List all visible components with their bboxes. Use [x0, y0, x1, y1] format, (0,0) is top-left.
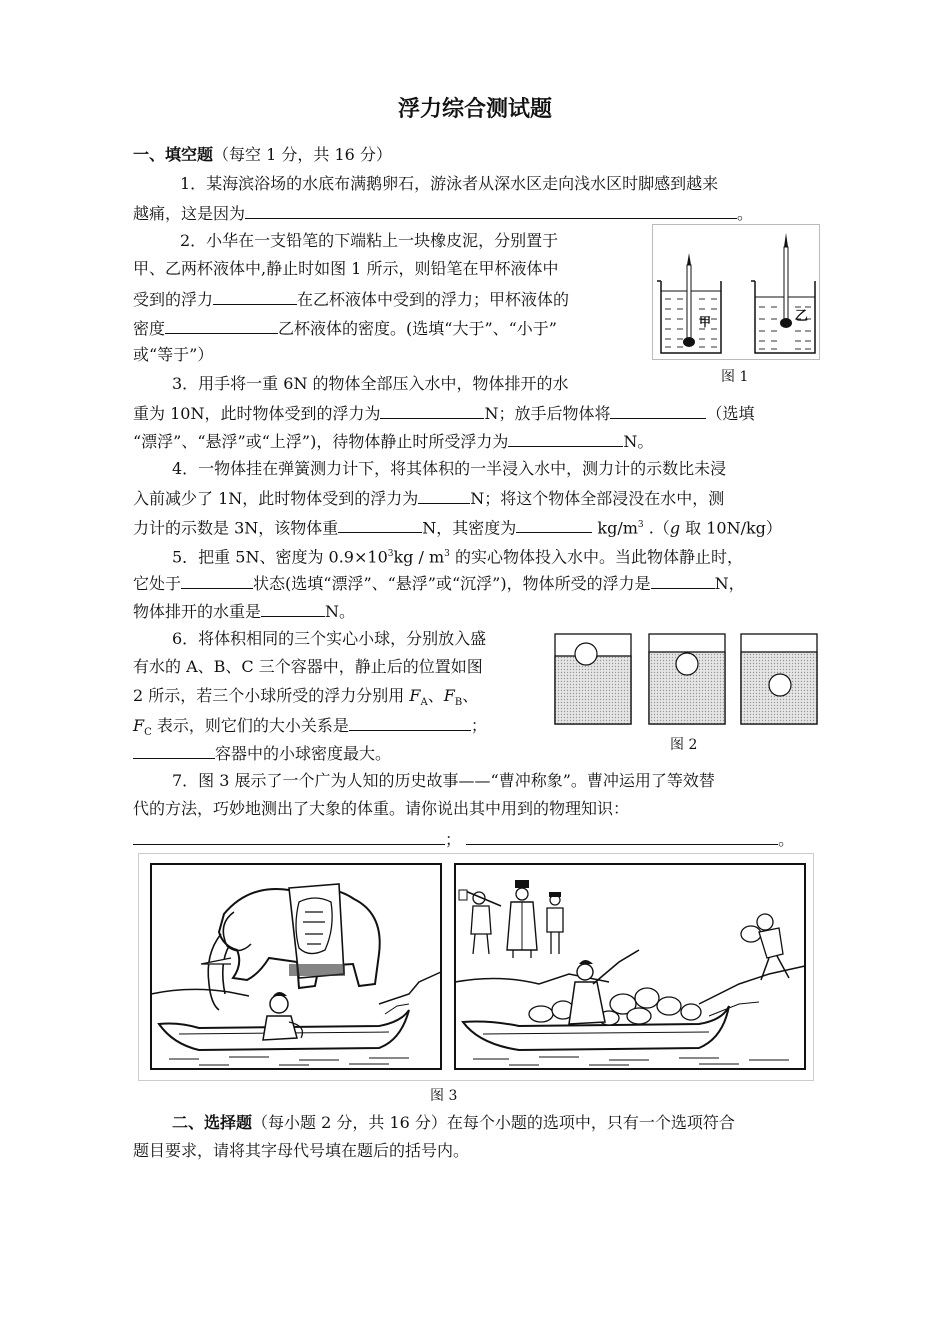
section1-label: 一、填空题 [133, 145, 214, 164]
q7-line1: 7．图 3 展示了一个广为人知的历史故事——“曹冲称象”。曹冲运用了等效替 [172, 771, 715, 790]
q7-line3: ； 。 [133, 828, 794, 850]
q6-blank-1[interactable] [349, 714, 471, 731]
figure-1-label-jia: 甲 [699, 315, 712, 329]
q5-line1: 5．把重 5N、密度为 $0.9\times 10^3kg / m^3$ 的实心物体投入水中。当此物体静止时， [172, 547, 743, 567]
page-title: 浮力综合测试题 [397, 97, 552, 122]
q6-blank-2[interactable] [133, 742, 215, 759]
figure-3-illustration [139, 854, 813, 1080]
figure-1-beakers [653, 225, 819, 359]
q3-blank-1[interactable] [380, 402, 484, 419]
q4-line3: 力计的示数是 3N，该物体重 N，其密度为 $kg/m^3$ .（g 取 10N/kg） [133, 518, 782, 538]
q4-line2: 入前减少了 1N，此时物体受到的浮力为 N；将这个物体全部浸没在水中，测 [133, 489, 725, 508]
figure-3-caption: 图 3 [430, 1088, 458, 1104]
q2-line1: 2．小华在一支铅笔的下端粘上一块橡皮泥，分别置于 [180, 231, 559, 250]
section1-note: （每空 1 分，共 16 分） [213, 145, 392, 164]
q7-blank-1[interactable] [133, 828, 445, 845]
q6-line1: 6．将体积相同的三个实心小球，分别放入盛 [172, 629, 487, 648]
q3-line1: 3．用手将一重 6N 的物体全部压入水中，物体排开的水 [172, 374, 569, 393]
q5-line3: 物体排开的水重是 N。 [133, 602, 356, 621]
q4-blank-2[interactable] [338, 516, 422, 533]
q2-line4: 密度 乙杯液体的密度。(选填“大于”、“小于” [133, 319, 557, 338]
figure-2-containers [554, 632, 826, 728]
figure-2 [554, 632, 826, 728]
q5-blank-2[interactable] [651, 572, 715, 589]
q3-blank-2[interactable] [610, 402, 706, 419]
q3-line2: 重为 10N，此时物体受到的浮力为 N；放手后物体将 （选填 [133, 404, 755, 423]
q7-line2: 代的方法，巧妙地测出了大象的体重。请你说出其中用到的物理知识： [133, 799, 630, 818]
q6-line4: $F_C$ 表示，则它们的大小关系是 ； [133, 716, 487, 739]
q4-line1: 4．一物体挂在弹簧测力计下，将其体积的一半浸入水中，测力计的示数比未浸 [172, 459, 727, 478]
q2-line3: 受到的浮力 在乙杯液体中受到的浮力；甲杯液体的 [133, 290, 570, 309]
figure-1-caption: 图 1 [721, 369, 749, 385]
q5-line2: 它处于 状态(选填“漂浮”、“悬浮”或“沉浮”)，物体所受的浮力是 N， [133, 574, 745, 593]
q6-line3: 2 所示，若三个小球所受的浮力分别用 $F_A$、$F_B$、 [133, 686, 479, 709]
q3-line3: “漂浮”、“悬浮”或“上浮”)，待物体静止时所受浮力为 N。 [133, 432, 654, 451]
q1-line1: 1．某海滨浴场的水底布满鹅卵石，游泳者从深水区走向浅水区时脚感到越来 [180, 174, 719, 193]
q4-blank-1[interactable] [418, 487, 470, 504]
figure-1-label-yi: 乙 [795, 309, 809, 324]
q2-line2: 甲、乙两杯液体中,静止时如图 1 所示，则铅笔在甲杯液体中 [133, 259, 559, 278]
q6-line5: 容器中的小球密度最大。 [133, 742, 391, 764]
q6-line2: 有水的 A、B、C 三个容器中，静止后的位置如图 [133, 657, 483, 676]
q2-line5: 或“等于”） [133, 345, 214, 364]
q1-line2: 越痛，这是因为 。 [133, 204, 754, 223]
q2-blank-2[interactable] [165, 317, 278, 334]
figure-2-caption: 图 2 [670, 737, 698, 753]
section2-label: 二、选择题 [172, 1113, 253, 1132]
q4-blank-3[interactable] [516, 516, 592, 533]
q1-answer-blank[interactable] [245, 202, 737, 219]
section2-line2: 题目要求，请将其字母代号填在题后的括号内。 [133, 1141, 470, 1160]
q5-blank-1[interactable] [181, 572, 253, 589]
q5-blank-3[interactable] [261, 600, 325, 617]
q2-blank-1[interactable] [213, 288, 297, 305]
section1-header [133, 145, 392, 165]
figure-1 [652, 224, 820, 360]
q3-blank-3[interactable] [508, 430, 623, 447]
q7-blank-2[interactable] [466, 828, 778, 845]
figure-3 [138, 853, 814, 1081]
section2-line1: 二、选择题（每小题 2 分，共 16 分）在每个小题的选项中，只有一个选项符合 [172, 1113, 735, 1132]
